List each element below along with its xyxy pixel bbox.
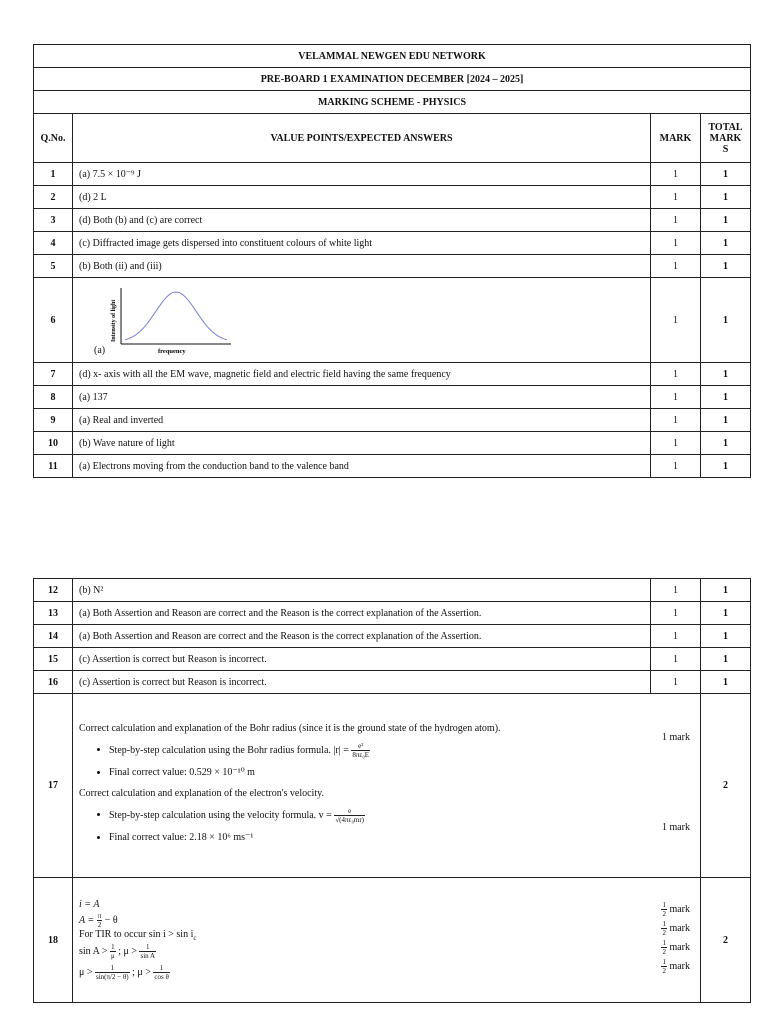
total-mark: 1	[700, 255, 750, 278]
table-row-q12	[34, 579, 751, 602]
answer-cell: (c) Assertion is correct but Reason is incorrect.	[73, 648, 651, 671]
table-row-q5	[34, 255, 751, 278]
scheme-title: MARKING SCHEME - PHYSICS	[34, 91, 751, 114]
mark-cell: 1	[650, 255, 700, 278]
q18-line-1: i = A	[79, 898, 100, 910]
qno: 14	[34, 625, 73, 648]
mark-cell: 1	[651, 671, 701, 694]
exam-title: PRE-BOARD 1 EXAMINATION DECEMBER [2024 – 2025]	[34, 68, 751, 91]
qno: 1	[34, 163, 73, 186]
q17-bullet-bohr-formula: • Step-by-step calculation using the Bohr radius formula. |r| = $\frac{\text{e²}}{\text{8πε₀E}}$	[109, 742, 694, 759]
answer-cell: (d) 2 L	[73, 186, 651, 209]
mark-cell: 1	[650, 232, 700, 255]
mark-cell: 1	[650, 455, 700, 478]
table-row-q2	[34, 186, 751, 209]
qno: 2	[34, 186, 73, 209]
intensity-curve	[125, 292, 227, 340]
qno: 13	[34, 602, 73, 625]
x-axis-label: frequency	[158, 348, 186, 355]
answer-cell: (c) Diffracted image gets dispersed into constituent colours of white light	[73, 232, 651, 255]
total-mark: 1	[701, 648, 751, 671]
mark-cell: 1	[650, 386, 700, 409]
table-row-q13	[34, 602, 751, 625]
mark-cell: 1	[651, 579, 701, 602]
table-row-q3	[34, 209, 751, 232]
total-mark: 1	[700, 209, 750, 232]
answer-cell	[73, 278, 651, 363]
table-row-q10	[34, 432, 751, 455]
answer-cell: (d) x- axis with all the EM wave, magnetic field and electric field having the same frequency	[73, 363, 651, 386]
answer-cell: (a) Both Assertion and Reason are correct and the Reason is the correct explanation of the Assertion.	[73, 625, 651, 648]
q17-bullet-bohr-value: • Final correct value: 0.529 × 10⁻¹⁰ m	[109, 767, 694, 778]
qno: 17	[34, 694, 73, 878]
col-qno: Q.No.	[34, 114, 73, 163]
total-mark: 1	[700, 386, 750, 409]
org-title: VELAMMAL NEWGEN EDU NETWORK	[34, 45, 751, 68]
mark-cell: 1	[650, 409, 700, 432]
q18-line-2: A = $\frac{\pi}{2}$ − θ	[79, 911, 118, 929]
table-row-q18	[34, 878, 751, 1003]
half-mark: $\frac{1}{2}$ mark	[662, 901, 690, 919]
total-mark: 1	[701, 602, 751, 625]
qno: 16	[34, 671, 73, 694]
total-mark: 1	[700, 163, 750, 186]
answer-cell: (b) N²	[73, 579, 651, 602]
q18-line-4: sin A > $\frac{1}{\mu}$ ; μ > $\frac{1}{\text{sin A}}$	[79, 942, 156, 960]
qno: 6	[34, 278, 73, 363]
qno: 11	[34, 455, 73, 478]
total-mark: 1	[701, 579, 751, 602]
q17-bullet-velocity-formula: • Step-by-step calculation using the velocity formula. v = $\frac{e}{\text{√(4πε₀mr)}}$	[109, 807, 694, 824]
q18-line-5: μ > $\frac{1}{\sin(\pi/2 - \theta)}$ ; μ > $\frac{1}{\text{cos θ}}$	[79, 963, 169, 981]
mark-cell: 1	[651, 625, 701, 648]
table-row-q15	[34, 648, 751, 671]
q18-marks	[661, 900, 690, 976]
qno: 18	[34, 878, 73, 1003]
q17-intro-velocity: Correct calculation and explanation of the electron's velocity.	[79, 787, 324, 799]
q17-bullet-velocity-value: • Final correct value: 2.18 × 10⁶ ms⁻¹	[109, 832, 694, 843]
half-mark: $\frac{1}{2}$ mark	[662, 939, 690, 957]
marking-scheme-table-page2	[33, 578, 751, 1003]
total-mark: 1	[700, 186, 750, 209]
half-mark: $\frac{1}{2}$ mark	[662, 920, 690, 938]
answer-cell: (a) 137	[73, 386, 651, 409]
qno: 15	[34, 648, 73, 671]
qno: 8	[34, 386, 73, 409]
answer-cell: (a) Real and inverted	[73, 409, 651, 432]
mark-cell: 1	[650, 163, 700, 186]
mark-cell: 1	[650, 432, 700, 455]
table-row-q8	[34, 386, 751, 409]
table-row-q9	[34, 409, 751, 432]
answer-cell: (a) Both Assertion and Reason are correct and the Reason is the correct explanation of the Assertion.	[73, 602, 651, 625]
total-mark: 1	[700, 432, 750, 455]
q17-intro-bohr: Correct calculation and explanation of the Bohr radius (since it is the ground state of the hydrogen atom).	[79, 722, 501, 734]
table-row-q17	[34, 694, 751, 878]
table-row-q1	[34, 163, 751, 186]
answer-cell	[73, 694, 701, 878]
total-mark: 1	[700, 363, 750, 386]
q6-option: (a)	[94, 345, 106, 356]
qno: 4	[34, 232, 73, 255]
total-mark: 1	[700, 409, 750, 432]
q17-mark-2: 1 mark	[661, 822, 690, 833]
total-mark: 1	[701, 671, 751, 694]
q6-intensity-frequency-graph	[103, 284, 243, 356]
col-total: TOTAL MARK S	[700, 114, 750, 163]
qno: 12	[34, 579, 73, 602]
mark-cell: 1	[650, 363, 700, 386]
qno: 10	[34, 432, 73, 455]
marking-scheme-table-page1	[33, 44, 751, 478]
answer-cell: (a) 7.5 × 10⁻⁹ J	[73, 163, 651, 186]
mark-cell: 1	[650, 186, 700, 209]
answer-cell: (a) Electrons moving from the conduction band to the valence band	[73, 455, 651, 478]
total-mark: 1	[700, 278, 750, 363]
total-mark: 2	[701, 694, 751, 878]
mark-cell: 1	[651, 648, 701, 671]
qno: 7	[34, 363, 73, 386]
qno: 9	[34, 409, 73, 432]
answer-cell	[73, 878, 701, 1003]
mark-cell: 1	[650, 209, 700, 232]
table-row-q11	[34, 455, 751, 478]
q17-mark-1: 1 mark	[661, 732, 690, 743]
total-mark: 1	[700, 455, 750, 478]
table-row-q4	[34, 232, 751, 255]
mark-cell: 1	[651, 602, 701, 625]
col-mark: MARK	[650, 114, 700, 163]
answer-cell: (c) Assertion is correct but Reason is incorrect.	[73, 671, 651, 694]
total-mark: 1	[700, 232, 750, 255]
answer-cell: (b) Both (ii) and (iii)	[73, 255, 651, 278]
total-mark: 1	[701, 625, 751, 648]
q18-line-3: For TIR to occur $\sin i > \sin i_c$	[79, 928, 197, 942]
table-row-q7	[34, 363, 751, 386]
qno: 5	[34, 255, 73, 278]
table-row-q16	[34, 671, 751, 694]
qno: 3	[34, 209, 73, 232]
total-mark: 2	[701, 878, 751, 1003]
col-answers: VALUE POINTS/EXPECTED ANSWERS	[73, 114, 651, 163]
answer-cell: (b) Wave nature of light	[73, 432, 651, 455]
y-axis-label: Intensity of light	[111, 299, 117, 342]
column-header-row	[34, 114, 751, 163]
mark-cell: 1	[650, 278, 700, 363]
table-row-q6	[34, 278, 751, 363]
answer-cell: (d) Both (b) and (c) are correct	[73, 209, 651, 232]
half-mark: $\frac{1}{2}$ mark	[662, 958, 690, 976]
table-row-q14	[34, 625, 751, 648]
